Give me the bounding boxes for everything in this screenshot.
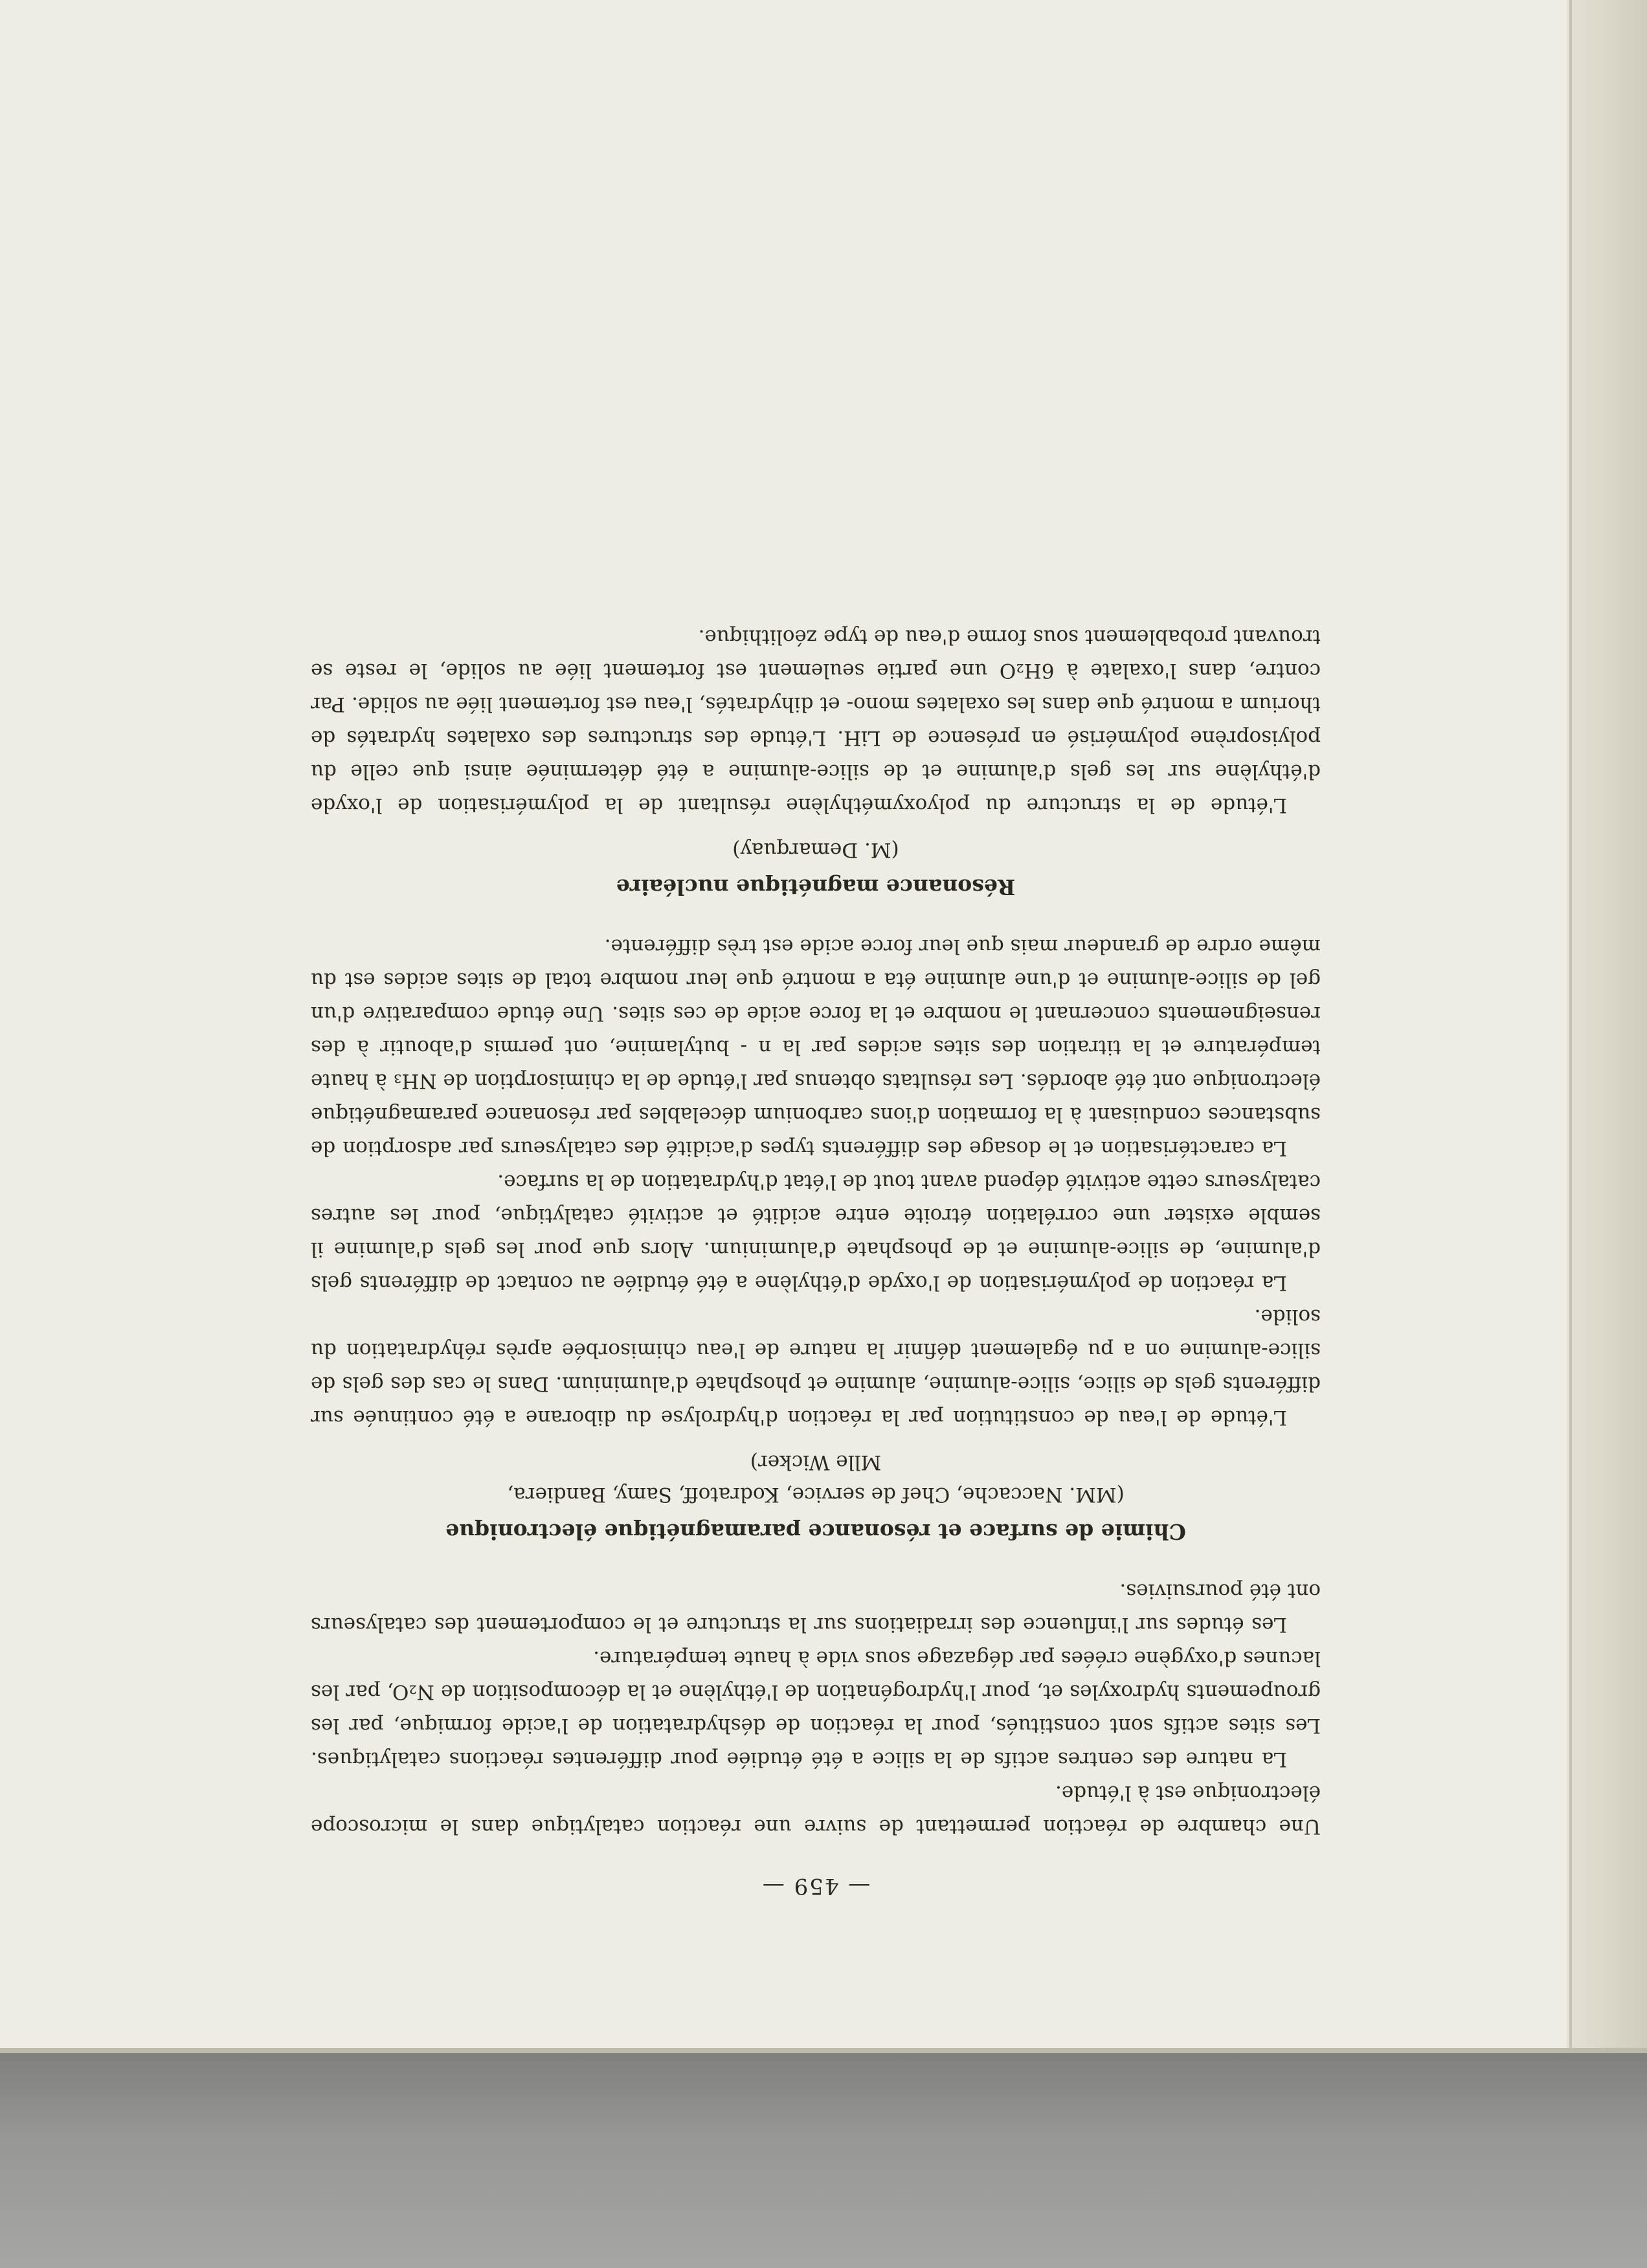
rotated-text-block: [311, 246, 1321, 1903]
section-title-surface-chemistry: Chimie de surface et résonance paramagnétique électronique: [445, 1519, 1186, 1544]
paragraph-diborane: L'étude de l'eau de constitution par la réaction d'hydrolyse du diborane a été continuée sur différents gels de silice, silice-alumine, alumine et phosphate d'aluminium. Dans le cas des gels de silice-alumine on a pu également définir la nature de l'eau chimisorbée après réhydratation du solide.: [311, 1305, 1321, 1429]
paragraph-ethylene-oxide: La réaction de polymérisation de l'oxyde d'éthylène a été étudiée au contact de différents gels d'alumine, de silice-alumine et de phosphate d'aluminium. Alors que pour les gels d'alumine il semble exister une corrélation étroite entre acidité et activité catalytique, pour les autres catalyseurs cette activité dépend avant tout de l'état d'hydratation de la surface.: [311, 1170, 1321, 1295]
paragraph-acidity: La caractérisation et le dosage des différents types d'acidité des catalyseurs par adsorption de substances conduisant à la formation d'ions carbonium décelables par résonance paramagnétique électronique ont été abordés. Les résultats obtenus par l'étude de la chimisorption de NH₃ à haute température et la titration des sites acides par la n - butylamine, ont permis d'aboutir à des renseignements concernant le nombre et la force acide de ces sites. Une étude comparative d'un gel de silice-alumine et d'une alumine éta a montré que leur nombre total de sites acides est du même ordre de grandeur mais que leur force acide est très différente.: [311, 935, 1321, 1160]
section-authors: (MM. Naccache, Chef de service, Kodratoff, Samy, Bandiera,: [507, 1483, 1125, 1506]
page-bottom-edge: [0, 2048, 1647, 2053]
page-number: — 459 —: [761, 1873, 871, 1899]
section-authors-cont: Mlle Wicker): [750, 1451, 882, 1474]
intro-paragraph: Une chambre de réaction permettant de suivre une réaction catalytique dans le microscope électronique est à l'étude.: [311, 1781, 1321, 1838]
scanner-background: [0, 2053, 1647, 2268]
section-title-nmr: Résonance magnétique nucléaire: [616, 874, 1016, 900]
page-edge: [1569, 0, 1572, 2052]
paragraph-polyoxymethylene: L'étude de la structure du polyoxyméthylène résultant de la polymérisation de l'oxyde d'éthylène sur les gels d'alumine et de silice-alumine a été déterminée ainsi que celle du polyisoprène polymérisé en présence de LiH. L'étude des structures des oxalates hydratés de thorium a montré que dans les oxalates mono- et dihydratés, l'eau est fortement liée au solide. Par contre, dans l'oxalate à 6H₂O une partie seulement est fortement liée au solide, le reste se trouvant probablement sous forme d'eau de type zéolithique.: [311, 625, 1321, 817]
paragraph-irradiation: Les études sur l'influence des irradiations sur la structure et le comportement des catalyseurs ont été poursuivies.: [311, 1579, 1321, 1636]
page-right-shadow: [1567, 0, 1647, 2052]
paragraph-silica-active-centers: La nature des centres actifs de la silice a été étudiée pour différentes réactions catalytiques. Les sites actifs sont constitués, pour la réaction de déshydratation de l'acide formique, par les groupements hydroxyles et, pour l'hydrogénation de l'éthylène et la décomposition de N₂O, par les lacunes d'oxygène créées par dégazage sous vide à haute température.: [311, 1647, 1321, 1771]
section-authors-nmr: (M. Demarquay): [732, 838, 899, 862]
